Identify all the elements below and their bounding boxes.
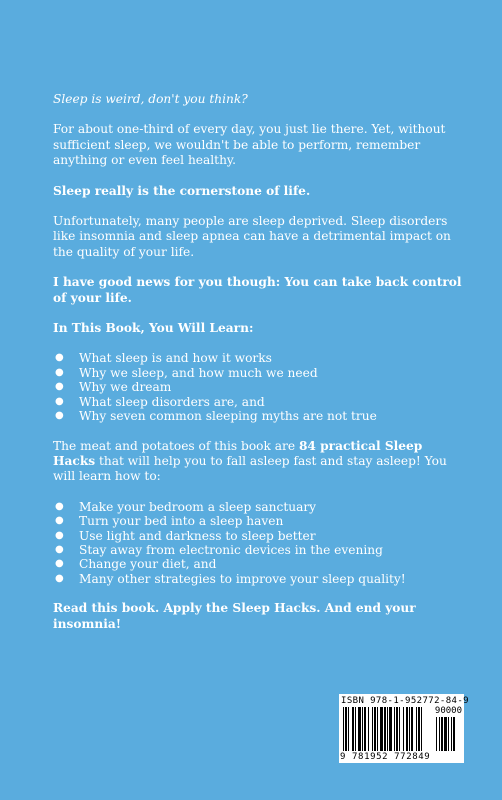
learn-heading: In This Book, You Will Learn: xyxy=(53,321,254,336)
bullet-icon: ● xyxy=(55,395,64,407)
isbn-number: ISBN 978-1-952772-84-9 xyxy=(341,696,470,706)
list-item: ● Many other strategies to improve your sleep quality! xyxy=(55,571,406,586)
bullet-icon: ● xyxy=(55,529,64,541)
good-news-statement: I have good news for you though: You can take back control of your life. xyxy=(53,275,462,305)
list-item: ● What sleep disorders are, and xyxy=(55,394,265,409)
learn-list xyxy=(53,351,463,423)
bullet-icon: ● xyxy=(55,352,64,364)
list-item: ● Change your diet, and xyxy=(55,557,217,572)
back-cover-text xyxy=(53,92,463,647)
bullet-icon: ● xyxy=(55,500,64,512)
list-item: ● Why we sleep, and how much we need xyxy=(55,365,318,380)
list-item: ● Stay away from electronic devices in the evening xyxy=(55,542,383,557)
list-item: ● Make your bedroom a sleep sanctuary xyxy=(55,499,317,514)
list-item: ● Turn your bed into a sleep haven xyxy=(55,514,284,529)
isbn-barcode xyxy=(339,694,470,763)
bullet-icon: ● xyxy=(55,543,64,555)
list-item: ● Why seven common sleeping myths are not true xyxy=(55,409,377,424)
cornerstone-statement: Sleep really is the cornerstone of life. xyxy=(53,183,311,198)
intro-question: Sleep is weird, don't you think? xyxy=(53,92,248,106)
bullet-icon: ● xyxy=(55,572,64,584)
bullet-icon: ● xyxy=(55,515,64,527)
list-item: ● Use light and darkness to sleep better xyxy=(55,528,316,543)
bullet-icon: ● xyxy=(55,410,64,422)
sleep-deprivation-paragraph: Unfortunately, many people are sleep deprived. Sleep disorders like insomnia and sleep apnea can have a detrimental impact on the quality of your life. xyxy=(53,214,451,259)
sleep-hacks-paragraph: The meat and potatoes of this book are 84 practical Sleep Hacks that will help you to fall asleep fast and stay asleep! You will learn how to: xyxy=(53,438,447,484)
ean-digits: 9 781952 772849 xyxy=(340,752,431,762)
list-item: ● What sleep is and how it works xyxy=(55,351,272,366)
bullet-icon: ● xyxy=(55,558,64,570)
hacks-list xyxy=(53,500,463,586)
list-item: ● Why we dream xyxy=(55,380,172,395)
sleep-hacks-highlight: 84 practical Sleep Hacks xyxy=(53,438,423,468)
bullet-icon: ● xyxy=(55,366,64,378)
closing-statement: Read this book. Apply the Sleep Hacks. And end your insomnia! xyxy=(53,601,416,631)
supplement-code: 90000 xyxy=(434,706,462,716)
intro-paragraph: For about one-third of every day, you just lie there. Yet, without sufficient sleep, we wouldn't be able to perform, remember anything or even feel healthy. xyxy=(53,122,446,168)
bullet-icon: ● xyxy=(55,381,64,393)
